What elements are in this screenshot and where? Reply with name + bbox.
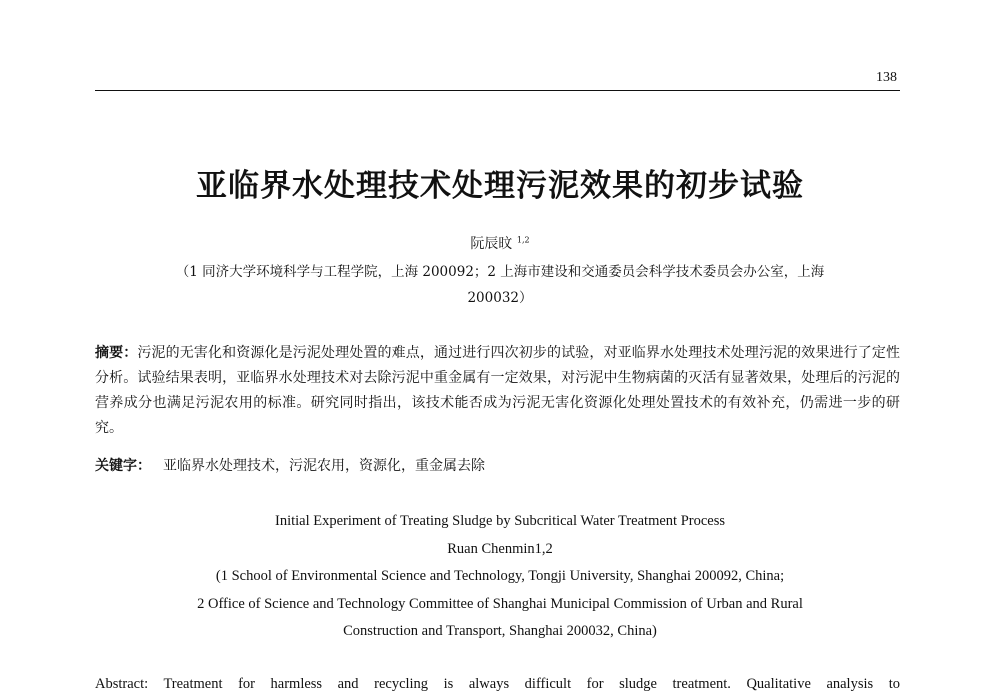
abstract-cn-label: 摘要： <box>95 345 138 361</box>
header-rule <box>95 90 900 91</box>
author-cn <box>0 233 1000 253</box>
abstract-cn <box>95 341 900 441</box>
abstract-en: Abstract: Treatment for harmless and recycling is always difficult for sludge treatment. Qualitative analysis to <box>95 676 900 692</box>
author-en: Ruan Chenmin1,2 <box>447 540 553 557</box>
keywords-cn-label: 关键字： <box>95 458 151 474</box>
affiliation-cn-line1: （1 同济大学环境科学与工程学院，上海 200092；2 上海市建设和交通委员会科学技术委员会办公室，上海 <box>175 264 825 280</box>
affiliation-en-line3: Construction and Transport, Shanghai 200032, China) <box>343 623 657 639</box>
affiliation-en-line2: 2 Office of Science and Technology Committee of Shanghai Municipal Commission of Urban and Rural <box>197 595 803 612</box>
author-superscript: 1,2 <box>516 235 530 245</box>
affiliation-cn <box>110 259 890 311</box>
author-name-cn: 阮辰旼 <box>470 236 513 252</box>
affiliation-en-line1: (1 School of Environmental Science and Technology, Tongji University, Shanghai 200092, China; <box>215 568 785 584</box>
paper-title-cn: 亚临界水处理技术处理污泥效果的初步试验 <box>196 168 804 204</box>
english-header <box>0 508 1000 646</box>
page-number: 138 <box>876 70 897 85</box>
keywords-cn-text: 亚临界水处理技术，污泥农用，资源化，重金属去除 <box>163 458 485 474</box>
abstract-cn-text: 污泥的无害化和资源化是污泥处理处置的难点，通过进行四次初步的试验，对亚临界水处理技术处理污泥的效果进行了定性分析。试验结果表明，亚临界水处理技术对去除污泥中重金属有一定效果，对污泥中生物病菌的灭活有显著效果，处理后的污泥的营养成分也满足污泥农用的标准。研究同时指出，该技术能否成为污泥无害化资源化处理处置技术的有效补充，仍需进一步的研究。 <box>95 345 900 436</box>
keywords-cn <box>95 454 900 479</box>
paper-title-en: Initial Experiment of Treating Sludge by Subcritical Water Treatment Process <box>274 513 725 529</box>
affiliation-cn-line2: 200032） <box>467 290 533 306</box>
